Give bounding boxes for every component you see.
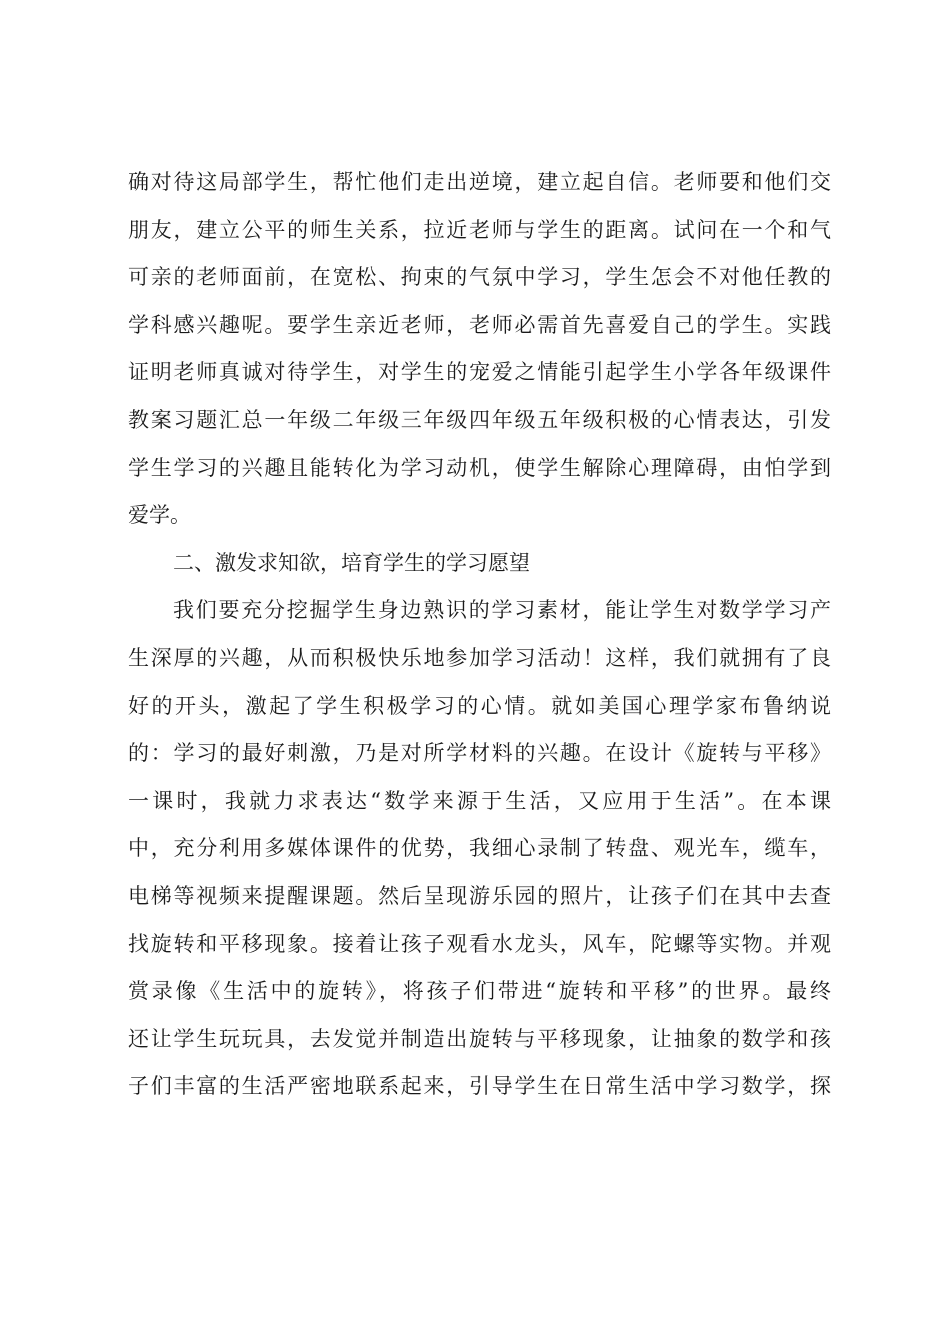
text-line: 中，充分利用多媒体课件的优势，我细心录制了转盘、观光车，缆车，	[128, 836, 831, 861]
paragraph-2	[128, 587, 831, 1111]
text-line: 子们丰富的生活严密地联系起来，引导学生在日常生活中学习数学，探	[128, 1074, 831, 1099]
text-line: 电梯等视频来提醒课题。然后呈现游乐园的照片，让孩子们在其中去查	[128, 883, 831, 908]
document-page	[128, 159, 831, 1111]
text-line: 的：学习的最好刺激，乃是对所学材料的兴趣。在设计《旋转与平移》	[128, 741, 831, 766]
text-line: 生深厚的兴趣，从而积极快乐地参加学习活动！这样，我们就拥有了良	[128, 645, 831, 670]
text-line: 学生学习的兴趣且能转化为学习动机，使学生解除心理障碍，由怕学到	[128, 455, 831, 480]
text-line: 好的开头，激起了学生积极学习的心情。就如美国心理学家布鲁纳说	[128, 693, 831, 718]
text-line: 赏录像《生活中的旋转》，将孩子们带进“旋转和平移”的世界。最终	[128, 979, 831, 1004]
text-line: 我们要充分挖掘学生身边熟识的学习素材，能让学生对数学学习产	[173, 598, 831, 623]
text-line: 找旋转和平移现象。接着让孩子观看水龙头，风车，陀螺等实物。并观	[128, 931, 831, 956]
text-line: 确对待这局部学生，帮忙他们走出逆境，建立起自信。老师要和他们交	[128, 170, 831, 194]
text-line: 证明老师真诚对待学生，对学生的宠爱之情能引起学生小学各年级课件	[128, 360, 831, 385]
text-line: 爱学。	[128, 503, 191, 528]
section-heading: 二、激发求知欲，培育学生的学习愿望	[173, 550, 530, 575]
text-line: 学科感兴趣呢。要学生亲近老师，老师必需首先喜爱自己的学生。实践	[128, 312, 831, 337]
paragraph-1	[128, 159, 831, 540]
text-line: 还让学生玩玩具，去发觉并制造出旋转与平移现象，让抽象的数学和孩	[128, 1026, 831, 1051]
text-line: 一课时，我就力求表达“数学来源于生活，又应用于生活”。在本课	[128, 788, 831, 813]
text-line: 可亲的老师面前，在宽松、拘束的气氛中学习，学生怎会不对他任教的	[128, 265, 831, 290]
text-line: 朋友，建立公平的师生关系，拉近老师与学生的距离。试问在一个和气	[128, 217, 831, 242]
text-line: 教案习题汇总一年级二年级三年级四年级五年级积极的心情表达，引发	[128, 407, 831, 432]
